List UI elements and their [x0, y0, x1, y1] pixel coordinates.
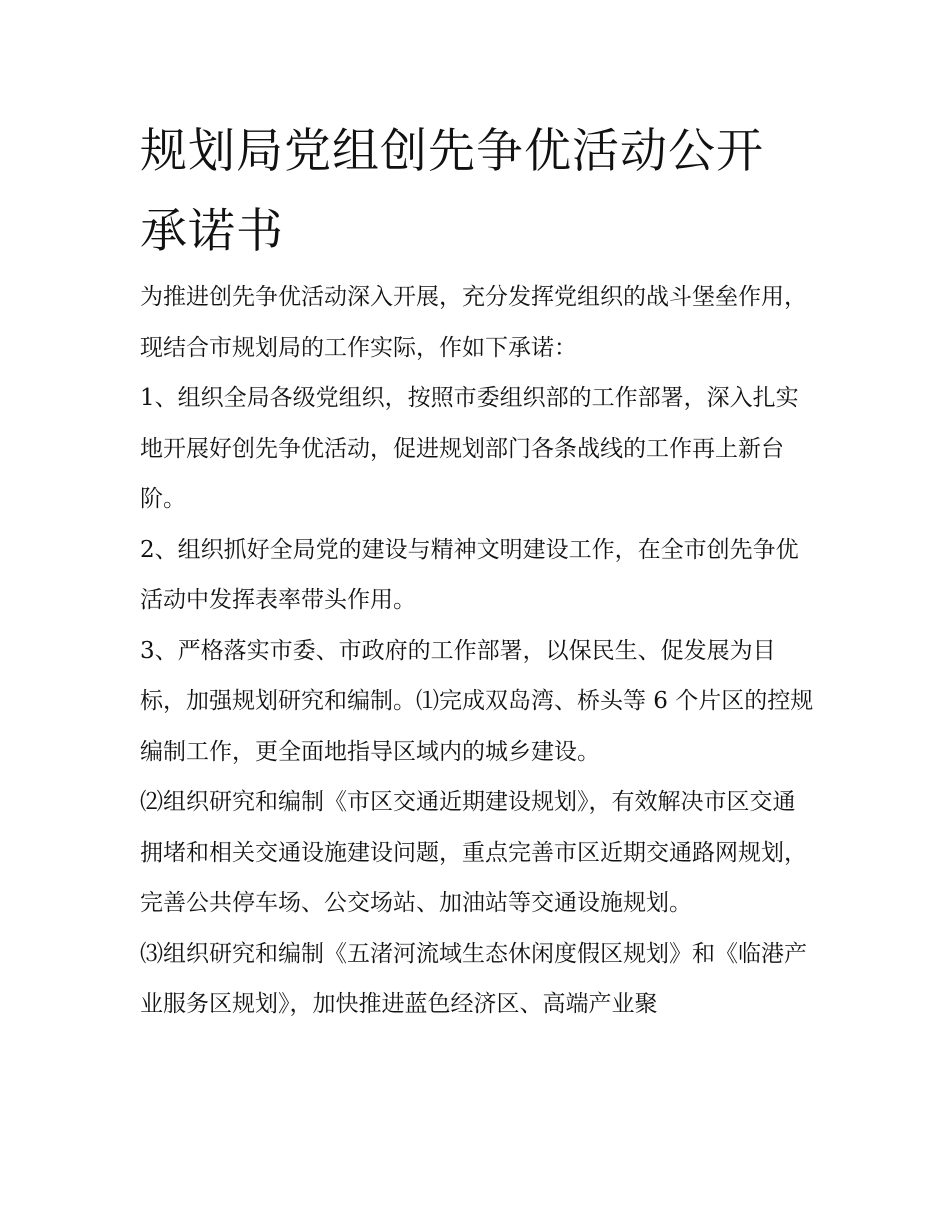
paragraph-item-2: 2、组织抓好全局党的建设与精神文明建设工作，在全市创先争优活动中发挥表率带头作用。 [140, 536, 799, 613]
paragraph-subitem-2: ⑵组织研究和编制《市区交通近期建设规划》，有效解决市区交通拥堵和相关交通设施建设问题，重点完善市区近期交通路网规划，完善公共停车场、公交场站、加油站等交通设施规划。 [140, 789, 807, 916]
title-line-1: 规划局党组创先争优活动公开 [140, 124, 764, 179]
paragraph-subitem-3: ⑶组织研究和编制《五渚河流域生态休闲度假区规划》和《临港产业服务区规划》，加快推进蓝色经济区、高端产业聚 [140, 940, 807, 1017]
paragraph-item-3: 3、严格落实市委、市政府的工作部署，以保民生、促发展为目标，加强规划研究和编制。⑴完成双岛湾、桥头等 6 个片区的控规编制工作，更全面地指导区域内的城乡建设。 [140, 637, 814, 765]
title-line-2: 承诺书 [140, 204, 284, 259]
paragraph-item-1: 1、组织全局各级党组织，按照市委组织部的工作部署，深入扎实地开展好创先争优活动，促进规划部门各条战线的工作再上新台阶。 [140, 385, 799, 512]
document-body [140, 272, 816, 1030]
paragraph-intro: 为推进创先争优活动深入开展，充分发挥党组织的战斗堡垒作用，现结合市规划局的工作实际，作如下承诺： [140, 284, 807, 361]
document-title [140, 112, 820, 272]
